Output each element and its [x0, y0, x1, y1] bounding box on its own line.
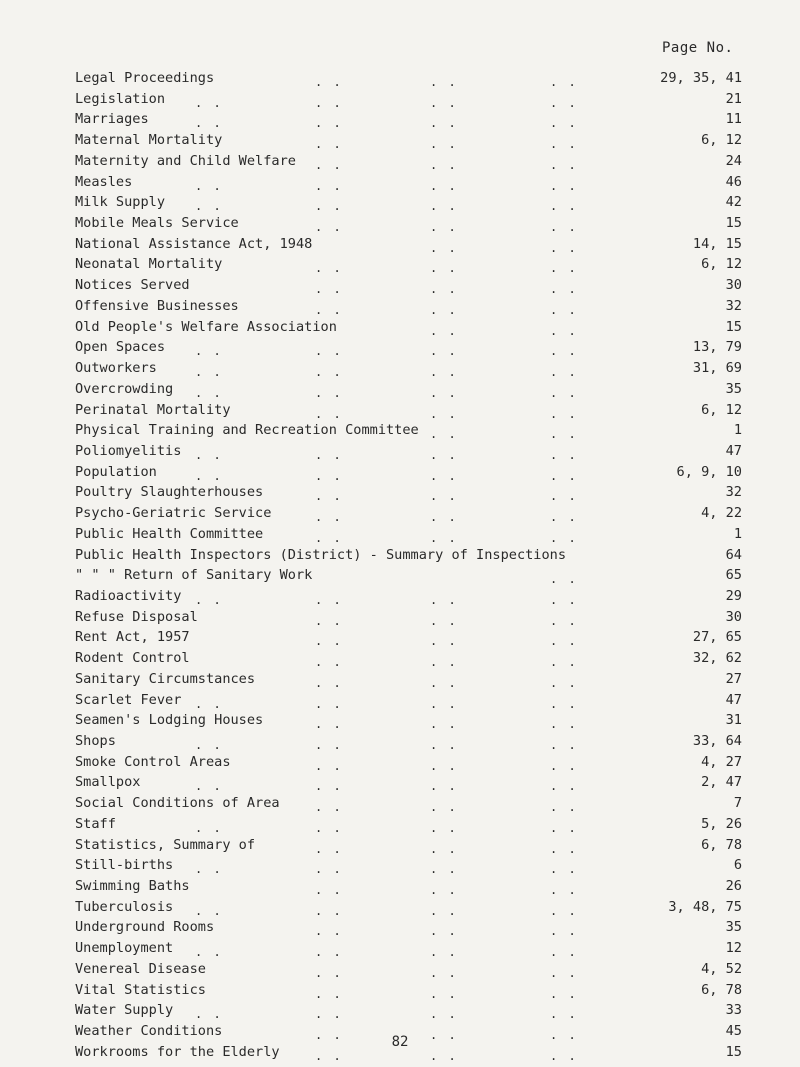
leader-dots: . . . . . .: [315, 655, 578, 670]
entry-label: Rent Act, 1957: [75, 629, 190, 646]
leader-dots: . . . .: [430, 323, 578, 338]
entry-page-numbers: 14, 15: [692, 235, 742, 252]
entry-page-numbers: 24: [725, 152, 742, 169]
entry-page-numbers: 33, 64: [692, 733, 742, 749]
entry-label: Rodent Control: [75, 650, 190, 667]
entry-page-numbers: 26: [725, 878, 742, 895]
index-entry: [75, 545, 745, 566]
entry-page-numbers: 31: [725, 712, 742, 729]
index-entry: [75, 710, 745, 731]
entry-page-numbers: 27: [725, 670, 742, 687]
index-entry: [75, 172, 745, 193]
entry-page-numbers: 6, 12: [701, 401, 742, 418]
entry-label: Public Health Committee: [75, 525, 264, 542]
index-entry: [75, 462, 745, 483]
entry-label: Underground Rooms: [75, 919, 215, 936]
entry-label: Refuse Disposal: [75, 608, 198, 625]
entry-label: Maternal Mortality: [75, 132, 223, 149]
leader-dots: . . . . . . . .: [195, 447, 578, 462]
entry-label: Unemployment: [75, 940, 174, 957]
leader-dots: . . . . . .: [315, 1048, 578, 1063]
leader-dots: . . . . . . . .: [195, 385, 578, 400]
entry-page-numbers: 15: [725, 215, 742, 232]
entry-label: Offensive Businesses: [75, 297, 239, 314]
leader-dots: . . . . . . . .: [195, 696, 578, 711]
entry-label: Physical Training and Recreation Committee: [75, 422, 419, 439]
entry-page-numbers: 33: [725, 1002, 742, 1019]
entry-label: Old People's Welfare Association: [75, 318, 337, 335]
leader-dots: . . . . . .: [315, 510, 578, 525]
index-entry: [75, 855, 745, 876]
leader-dots: . . . . . .: [315, 883, 578, 898]
entry-page-numbers: 12: [725, 940, 742, 957]
leader-dots: . . . . . .: [315, 406, 578, 421]
entry-label: Mobile Meals Service: [75, 215, 239, 232]
index-entry: [75, 565, 745, 586]
index-entry: [75, 254, 745, 275]
entry-label: Staff: [75, 815, 116, 832]
leader-dots: . . . . . .: [315, 634, 578, 649]
entry-page-numbers: 6, 78: [701, 836, 742, 853]
entry-page-numbers: 42: [725, 194, 742, 211]
index-entry: [75, 586, 745, 607]
page-number: 82: [391, 1034, 409, 1050]
entry-label: " " " Return of Sanitary Work: [75, 567, 313, 584]
index-entry: [75, 296, 745, 317]
entry-page-numbers: 29: [725, 587, 742, 604]
leader-dots: . . . . . . . .: [195, 1007, 578, 1022]
index-entry: [75, 524, 745, 545]
entry-page-numbers: 30: [725, 277, 742, 294]
entry-label: Public Health Inspectors (District) - Summary of Inspections: [75, 546, 567, 563]
entry-label: Notices Served: [75, 277, 190, 294]
entry-page-numbers: 47: [725, 442, 742, 459]
entry-label: Shops: [75, 733, 116, 749]
entry-page-numbers: 35: [725, 380, 742, 397]
entry-label: Legal Proceedings: [75, 70, 215, 86]
index-entry: [75, 814, 745, 835]
entry-page-numbers: 32: [725, 484, 742, 501]
entry-label: Perinatal Mortality: [75, 401, 231, 418]
entry-page-numbers: 15: [725, 1043, 742, 1060]
index-entry: [75, 669, 745, 690]
entry-page-numbers: 32: [725, 297, 742, 314]
index-entry: [75, 607, 745, 628]
leader-dots: . . . . . . . .: [195, 903, 578, 918]
entry-label: Poliomyelitis: [75, 442, 182, 459]
entry-page-numbers: 3, 48, 75: [668, 898, 742, 915]
entry-page-numbers: 45: [725, 1023, 742, 1040]
entry-label: Social Conditions of Area: [75, 795, 280, 812]
entry-page-numbers: 6: [733, 857, 742, 874]
leader-dots: . . . . . . . .: [195, 365, 578, 380]
index-entry: [75, 317, 745, 338]
leader-dots: . . . . . . . .: [195, 779, 578, 794]
index-entry: [75, 980, 745, 1001]
entry-page-numbers: 4, 27: [701, 753, 742, 770]
entry-page-numbers: 35: [725, 919, 742, 936]
entry-label: Still-births: [75, 857, 174, 874]
leader-dots: . . . . . .: [315, 1028, 578, 1043]
leader-dots: . . . . . .: [315, 841, 578, 856]
index-entry: [75, 938, 745, 959]
index-entry: [75, 835, 745, 856]
entry-page-numbers: 1: [733, 422, 742, 439]
entry-label: Vital Statistics: [75, 981, 206, 998]
entry-label: Milk Supply: [75, 194, 166, 211]
entry-page-numbers: 6, 9, 10: [676, 463, 742, 480]
leader-dots: . . . . . . . .: [195, 116, 578, 131]
entry-label: Statistics, Summary of: [75, 836, 256, 853]
entry-page-numbers: 65: [725, 567, 742, 584]
entry-label: Marriages: [75, 111, 149, 128]
entry-label: Venereal Disease: [75, 960, 206, 977]
leader-dots: . . . . . .: [315, 613, 578, 628]
index-entry: [75, 192, 745, 213]
index-entry: [75, 772, 745, 793]
index-entry: [75, 109, 745, 130]
index-entry: [75, 731, 745, 752]
entry-page-numbers: 46: [725, 173, 742, 190]
index-entry: [75, 503, 745, 524]
index-entry: [75, 752, 745, 773]
entry-label: Water Supply: [75, 1002, 174, 1019]
entry-label: Radioactivity: [75, 587, 182, 604]
index-entry: [75, 627, 745, 648]
leader-dots: . . . . . .: [315, 530, 578, 545]
leader-dots: . . . . . . . .: [195, 344, 578, 359]
entry-label: Population: [75, 463, 157, 480]
entry-page-numbers: 2, 47: [701, 774, 742, 791]
leader-dots: . . . . . .: [315, 157, 578, 172]
leader-dots: . . . .: [430, 427, 578, 442]
leader-dots: [75, 545, 620, 565]
index-entry: [75, 793, 745, 814]
leader-dots: . . . . . .: [315, 965, 578, 980]
entry-page-numbers: 30: [725, 608, 742, 625]
entry-label: Neonatal Mortality: [75, 256, 223, 273]
leader-dots: . . . . . . . .: [195, 199, 578, 214]
entry-label: Swimming Baths: [75, 878, 190, 895]
entry-label: Measles: [75, 173, 133, 190]
index-entry: [75, 690, 745, 711]
entry-page-numbers: 31, 69: [692, 360, 742, 377]
entry-label: Legislation: [75, 90, 166, 107]
leader-dots: . . . . . .: [315, 717, 578, 732]
index-entry: [75, 441, 745, 462]
leader-dots: . . . . . . . .: [195, 178, 578, 193]
entry-page-numbers: 47: [725, 691, 742, 708]
leader-dots: . . . . . .: [315, 302, 578, 317]
entry-page-numbers: 21: [725, 90, 742, 107]
index-entry: [75, 917, 745, 938]
entry-label: Smoke Control Areas: [75, 753, 231, 770]
leader-dots: . . . . . .: [315, 924, 578, 939]
index-entry: [75, 1000, 745, 1021]
entry-page-numbers: 64: [725, 546, 742, 563]
leader-dots: . . . . . .: [315, 137, 578, 152]
entry-page-numbers: 5, 26: [701, 815, 742, 832]
index-entry: [75, 89, 745, 110]
entry-page-numbers: 32, 62: [692, 650, 742, 667]
entry-page-numbers: 6, 12: [701, 256, 742, 273]
entry-label: Outworkers: [75, 360, 157, 377]
entry-label: Weather Conditions: [75, 1023, 223, 1040]
entry-label: Tuberculosis: [75, 898, 174, 915]
leader-dots: . . . . . .: [315, 675, 578, 690]
entry-label: Maternity and Child Welfare: [75, 152, 296, 169]
index-entry: [75, 358, 745, 379]
entry-page-numbers: 6, 12: [701, 132, 742, 149]
leader-dots: . . . . . . . .: [195, 468, 578, 483]
entry-page-numbers: 29, 35, 41: [660, 70, 742, 86]
entry-label: Workrooms for the Elderly: [75, 1043, 280, 1060]
leader-dots: . . . . . .: [315, 220, 578, 235]
entry-label: Smallpox: [75, 774, 141, 791]
entry-page-numbers: 7: [733, 795, 742, 812]
leader-dots: . . . . . .: [315, 758, 578, 773]
index-entry: [75, 275, 745, 296]
index-entry: [75, 68, 745, 89]
index-entry: [75, 234, 745, 255]
index-entry: [75, 648, 745, 669]
index-entry: [75, 130, 745, 151]
leader-dots: . . . . . . . .: [195, 862, 578, 877]
leader-dots: . . . . . . . .: [195, 738, 578, 752]
entry-page-numbers: 4, 52: [701, 960, 742, 977]
index-entry: [75, 151, 745, 172]
entry-label: Overcrowding: [75, 380, 174, 397]
index-entry: [75, 400, 745, 421]
page-no-column-header: Page No.: [662, 40, 734, 56]
index-entry: [75, 897, 745, 918]
entry-page-numbers: 1: [733, 525, 742, 542]
leader-dots: . . . . . .: [315, 800, 578, 815]
leader-dots: . . . . . .: [315, 282, 578, 297]
entry-page-numbers: 13, 79: [692, 339, 742, 356]
entry-label: Psycho-Geriatric Service: [75, 505, 272, 522]
entry-label: Open Spaces: [75, 339, 166, 356]
entry-label: Seamen's Lodging Houses: [75, 712, 264, 729]
index-entry: [75, 337, 745, 358]
entry-label: Sanitary Circumstances: [75, 670, 256, 687]
index-entry: [75, 482, 745, 503]
leader-dots: . . . . . . . .: [195, 95, 578, 110]
entry-label: Scarlet Fever: [75, 691, 182, 708]
entry-page-numbers: 4, 22: [701, 505, 742, 522]
leader-dots: . . . . . .: [315, 261, 578, 276]
index-entry: [75, 379, 745, 400]
leader-dots: . . . . . . . .: [195, 820, 578, 835]
entry-page-numbers: 27, 65: [692, 629, 742, 646]
index-entry: [75, 959, 745, 980]
entry-page-numbers: 6, 78: [701, 981, 742, 998]
leader-dots: . . . . . .: [315, 986, 578, 1001]
entry-label: National Assistance Act, 1948: [75, 235, 313, 252]
leader-dots: . . . .: [430, 240, 578, 255]
index-entry: [75, 876, 745, 897]
leader-dots: . . . . . .: [315, 75, 578, 89]
leader-dots: . . . . . .: [315, 489, 578, 504]
leader-dots: . .: [550, 572, 578, 587]
entry-page-numbers: 11: [725, 111, 742, 128]
index-entry: [75, 420, 745, 441]
index-list: [75, 68, 745, 1063]
leader-dots: . . . . . . . .: [195, 592, 578, 607]
leader-dots: . . . . . . . .: [195, 945, 578, 960]
entry-page-numbers: 15: [725, 318, 742, 335]
entry-label: Poultry Slaughterhouses: [75, 484, 264, 501]
index-entry: [75, 213, 745, 234]
